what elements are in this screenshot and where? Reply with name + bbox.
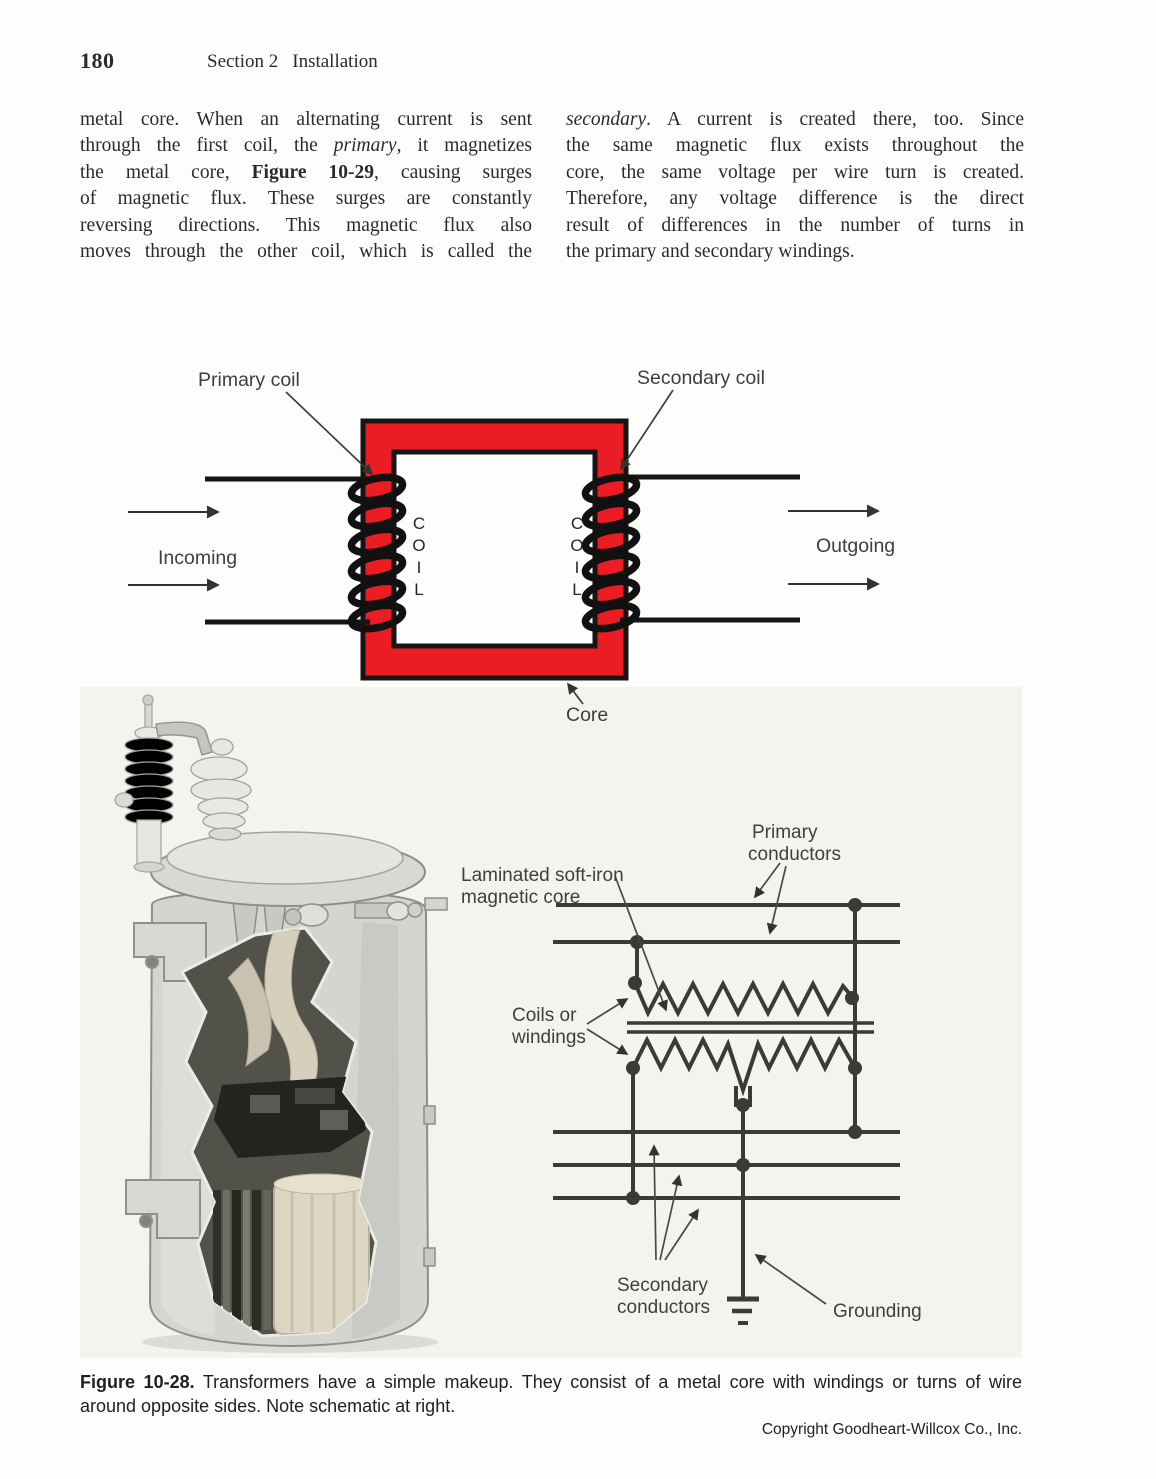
- grounding-label: Grounding: [833, 1301, 922, 1322]
- body-right-column: [566, 107, 1024, 265]
- text-line: the primary and secondary windings.: [566, 241, 855, 263]
- text-line: core, the same voltage per wire turn is created.: [566, 161, 1024, 183]
- figure-number: Figure 10-28.: [80, 1372, 195, 1392]
- primary-conductors-label: Primary: [752, 822, 818, 843]
- svg-text:L: L: [572, 580, 582, 599]
- text-line: of magnetic flux. These surges are constantly: [80, 188, 532, 210]
- text-line: metal core. When an alternating current is sent: [80, 109, 532, 130]
- core-label: Core: [566, 704, 609, 726]
- svg-text:O: O: [570, 536, 584, 555]
- laminated-core-label: Laminated soft-iron: [461, 865, 624, 886]
- secondary-winding-zigzag: [633, 1040, 855, 1090]
- svg-text:magnetic core: magnetic core: [461, 887, 581, 908]
- svg-text:I: I: [416, 558, 422, 577]
- text-line: result of differences in the number of turns in: [566, 214, 1024, 236]
- coils-windings-label: Coils or: [512, 1005, 577, 1026]
- svg-text:windings: windings: [512, 1027, 586, 1048]
- coil-letters-right: [570, 514, 583, 599]
- incoming-label: Incoming: [158, 547, 238, 569]
- outgoing-label: Outgoing: [816, 535, 896, 557]
- figure-caption: Figure 10-28. Transformers have a simple makeup. They consist of a metal core with windings or turns of wire around opposite sides. Note schematic at right.: [80, 1372, 1022, 1416]
- text-line: secondary. A current is created there, too. Since: [566, 109, 1024, 130]
- coil-letters-left: [412, 514, 425, 599]
- primary-winding-zigzag: [635, 983, 853, 1013]
- text-line: the metal core, Figure 10-29, causing surges: [80, 161, 532, 183]
- core-coil-diagram: [0, 355, 1156, 735]
- svg-text:conductors: conductors: [617, 1297, 710, 1318]
- primary-coil-label: Primary coil: [198, 369, 300, 391]
- lead-wires: [205, 477, 800, 622]
- secondary-conductors-label: Secondary: [617, 1275, 708, 1296]
- section-header: [207, 51, 378, 73]
- copyright-notice: Copyright Goodheart-Willcox Co., Inc.: [761, 1421, 1022, 1438]
- page-number: 180: [80, 48, 115, 73]
- secondary-coil-turns: [583, 473, 638, 632]
- body-left-column: [80, 107, 532, 265]
- text-line: Therefore, any voltage difference is the direct: [566, 188, 1024, 210]
- schematic-wires: [553, 905, 900, 1323]
- text-line: through the first coil, the primary, it magnetizes: [80, 135, 532, 157]
- section-title: Installation: [292, 51, 378, 72]
- svg-text:C: C: [412, 514, 426, 533]
- svg-text:I: I: [574, 558, 580, 577]
- flow-arrows: [128, 511, 878, 585]
- svg-text:L: L: [414, 580, 424, 599]
- transformer-schematic: [0, 800, 1156, 1360]
- text-line: the same magnetic flux exists throughout the: [566, 135, 1024, 157]
- junction-dots: [626, 898, 862, 1205]
- section-label: Section 2: [207, 51, 279, 72]
- secondary-coil-label: Secondary coil: [637, 367, 765, 389]
- text-line: moves through the other coil, which is called the: [80, 241, 532, 263]
- svg-text:O: O: [412, 536, 426, 555]
- svg-text:conductors: conductors: [748, 844, 841, 865]
- schematic-leaders: [587, 863, 826, 1304]
- text-line: reversing directions. This magnetic flux also: [80, 214, 532, 236]
- svg-text:C: C: [570, 514, 584, 533]
